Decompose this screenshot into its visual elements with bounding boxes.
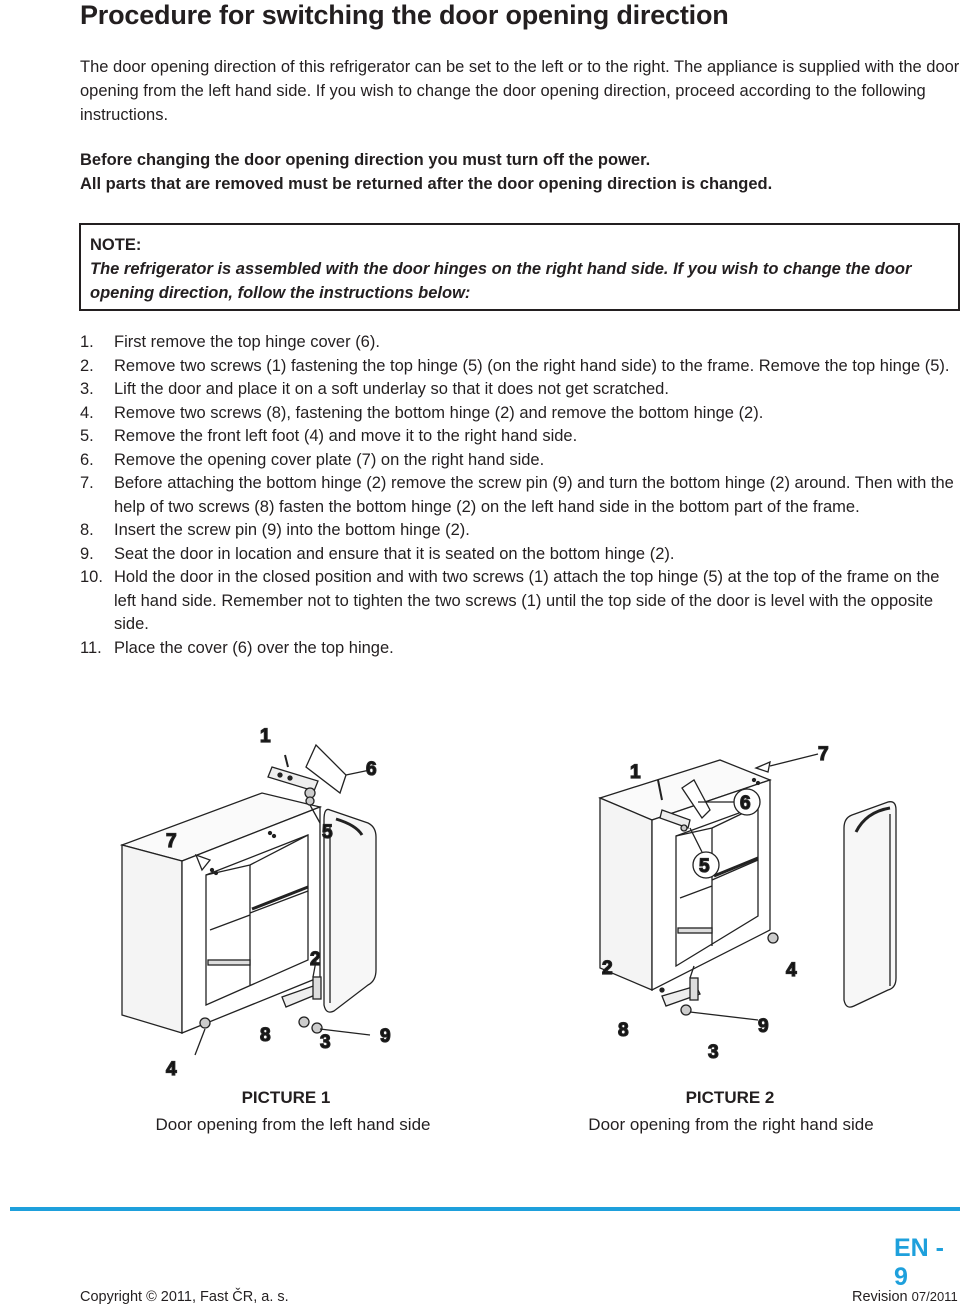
list-item [80, 402, 960, 426]
callout-label: 1 [260, 726, 271, 747]
step-number: 5. [80, 427, 94, 445]
picture-1-title: PICTURE 1 [241, 1088, 331, 1107]
power-warning [80, 148, 960, 196]
callout-label: 6 [740, 793, 751, 814]
step-text: Before attaching the bottom hinge (2) remove the screw pin (9) and turn the bottom hinge (2) around. Then with the help of two screws (8) fasten the bottom hinge (2) on the left hand side in the bottom part of the frame. [114, 474, 954, 516]
callout-label: 4 [166, 1059, 177, 1080]
step-text: First remove the top hinge cover (6). [114, 333, 380, 351]
picture-2-caption: Door opening from the right hand side [588, 1115, 874, 1134]
revision-date: 07/2011 [911, 1289, 958, 1304]
callout-label: 7 [166, 831, 177, 852]
callout-label: 2 [602, 958, 613, 979]
revision-info [852, 1289, 958, 1305]
callout-label: 9 [380, 1026, 391, 1047]
callout-label: 4 [786, 960, 797, 981]
list-item [80, 425, 960, 449]
step-number: 6. [80, 450, 94, 469]
list-item [80, 472, 960, 519]
step-number: 2. [80, 356, 94, 375]
step-text: Remove the opening cover plate (7) on the right hand side. [114, 450, 545, 469]
step-text: Remove two screws (1) fastening the top hinge (5) (on the right hand side) to the frame. Remove the top hinge (5). [114, 356, 950, 375]
note-box [79, 223, 960, 311]
footer-divider [10, 1207, 960, 1211]
list-item [80, 378, 960, 402]
step-text: Insert the screw pin (9) into the bottom hinge (2). [114, 521, 470, 539]
list-item [80, 519, 960, 543]
page-title: Procedure for switching the door opening direction [80, 0, 729, 30]
instruction-list [80, 331, 960, 660]
copyright-text: Copyright © 2011, Fast ČR, a. s. [80, 1289, 289, 1305]
list-item [80, 449, 960, 473]
callout-label: 8 [618, 1020, 629, 1041]
callout-label: 8 [260, 1025, 271, 1046]
revision-label: Revision [852, 1289, 908, 1305]
callout-label: 7 [818, 744, 829, 765]
step-number: 4. [80, 403, 94, 422]
step-number: 9. [80, 544, 94, 563]
step-text: Hold the door in the closed position and with two screws (1) attach the top hinge (5) at the top of the frame on the left hand side. Remember not to tighten the two screws (1) until the top side of the door is level with the opposite side. [114, 568, 940, 633]
warning-line: All parts that are removed must be returned after the door opening direction is changed. [80, 175, 773, 193]
page-number: EN - 9 [894, 1234, 944, 1291]
callout-label: 3 [708, 1042, 719, 1063]
callout-label: 2 [310, 949, 321, 970]
step-number: 10. [80, 568, 103, 586]
note-heading: NOTE: [90, 236, 142, 254]
picture-2-title: PICTURE 2 [685, 1088, 775, 1107]
callout-label: 9 [758, 1016, 769, 1037]
list-item [80, 543, 960, 567]
picture-1-caption: Door opening from the left hand side [155, 1115, 431, 1134]
step-text: Remove two screws (8), fastening the bottom hinge (2) and remove the bottom hinge (2). [114, 403, 764, 422]
fridge-diagram-left [110, 715, 440, 1080]
door-illustration [844, 802, 896, 1007]
list-item [80, 566, 960, 637]
callout-label: 5 [322, 822, 333, 843]
step-text: Remove the front left foot (4) and move it to the right hand side. [114, 427, 578, 445]
step-number: 8. [80, 521, 94, 539]
callout-label: 1 [630, 762, 641, 783]
step-number: 7. [80, 474, 94, 492]
callout-label: 5 [699, 856, 710, 877]
list-item [80, 331, 960, 355]
list-item [80, 355, 960, 379]
warning-line: Before changing the door opening direction you must turn off the power. [80, 151, 651, 169]
step-text: Seat the door in location and ensure that it is seated on the bottom hinge (2). [114, 544, 675, 563]
callout-label: 6 [366, 759, 377, 780]
list-item [80, 637, 960, 661]
fridge-diagram-right [590, 740, 935, 1065]
step-number: 11. [80, 638, 102, 657]
callout-label: 3 [320, 1032, 331, 1053]
note-text: The refrigerator is assembled with the door hinges on the right hand side. If you wish to change the door opening direction, follow the instructions below: [90, 260, 912, 302]
step-text: Place the cover (6) over the top hinge. [114, 638, 394, 657]
intro-paragraph: The door opening direction of this refrigerator can be set to the left or to the right. The appliance is supplied with the door opening from the left hand side. If you wish to change the door opening direction, proceed according to the following instructions. [80, 58, 960, 124]
step-text: Lift the door and place it on a soft underlay so that it does not get scratched. [114, 380, 669, 398]
cover-plate-illustration [756, 754, 818, 772]
step-number: 1. [80, 333, 94, 351]
step-number: 3. [80, 380, 94, 398]
